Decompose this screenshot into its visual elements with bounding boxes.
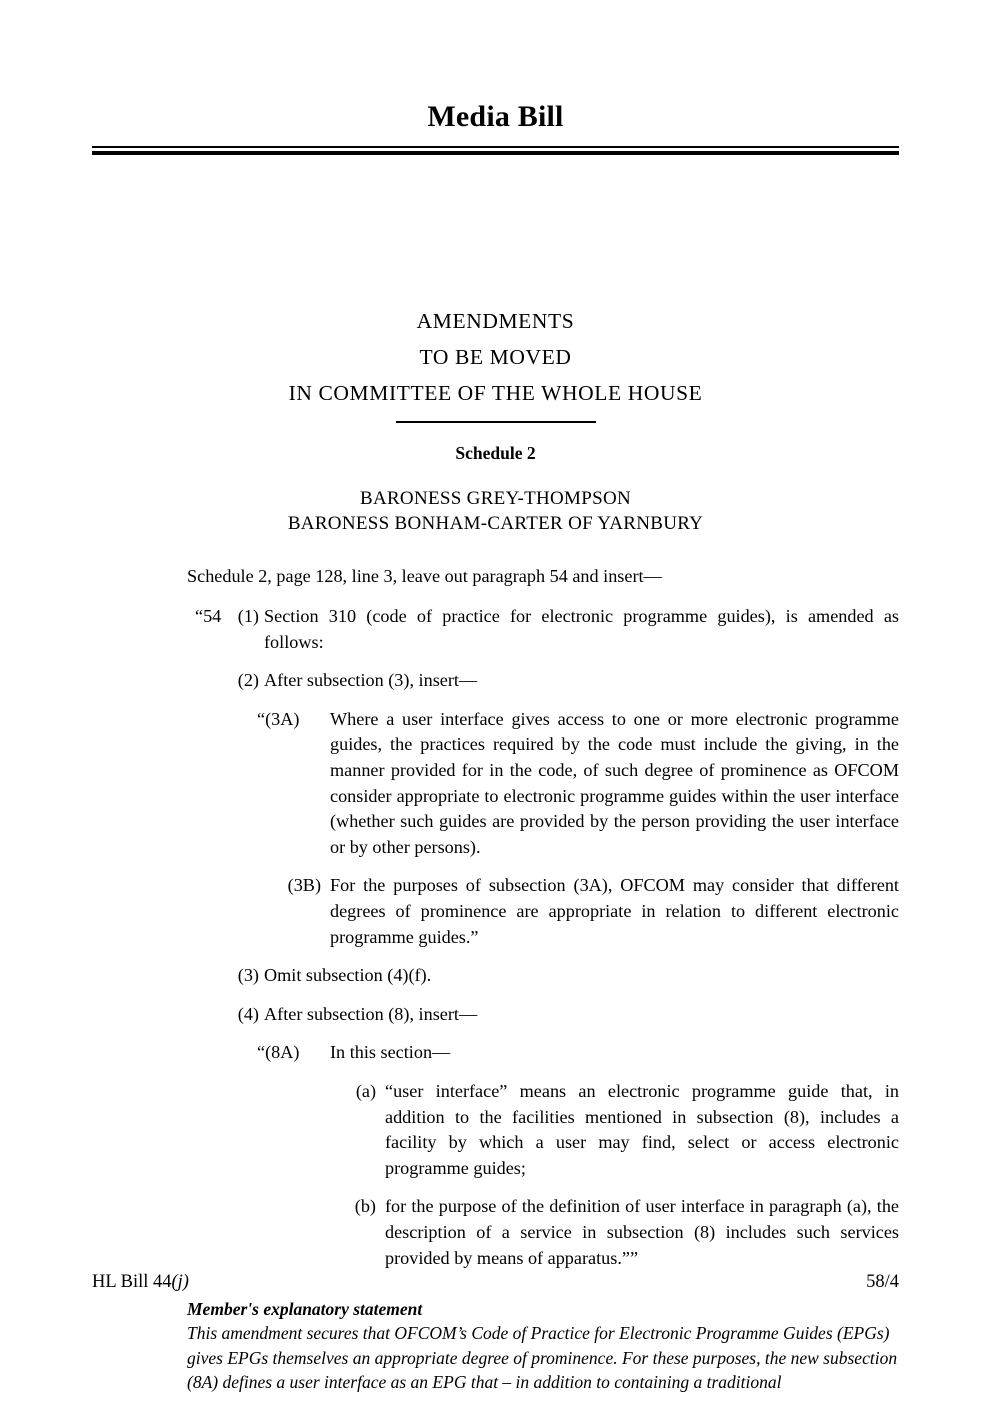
heading-to-be-moved: TO BE MOVED bbox=[419, 345, 572, 369]
text-sub-2: After subsection (3), insert— bbox=[264, 670, 478, 691]
marker-item-a: (a) bbox=[355, 1081, 376, 1101]
text-item-b: for the purpose of the definition of user interface in paragraph (a), the description of a service in subsection (8) includes such services provided by means of apparatus.”” bbox=[385, 1196, 899, 1268]
marker-sub-1: (1) bbox=[237, 606, 259, 627]
paragraph-8A-b bbox=[92, 1194, 899, 1271]
heading-amendments: AMENDMENTS bbox=[416, 309, 575, 333]
paragraph-54-4 bbox=[92, 1002, 899, 1028]
heading-in-committee: IN COMMITTEE OF THE WHOLE HOUSE bbox=[288, 381, 703, 405]
footer-bill-suffix: (j) bbox=[171, 1272, 189, 1292]
paragraph-8A-a bbox=[92, 1079, 899, 1181]
paragraph-3B bbox=[92, 873, 899, 950]
marker-sub-2: (2) bbox=[237, 670, 259, 691]
text-sub-8A: In this section— bbox=[330, 1042, 451, 1063]
text-sub-3: Omit subsection (4)(f). bbox=[264, 965, 432, 986]
explanatory-heading: Member's explanatory statement bbox=[187, 1299, 423, 1320]
marker-sub-4: (4) bbox=[237, 1003, 259, 1024]
paragraph-54-2 bbox=[92, 668, 899, 694]
schedule-title: Schedule 2 bbox=[455, 442, 536, 463]
marker-sub-3B: (3B) bbox=[287, 875, 321, 896]
sponsor-name-1: BARONESS GREY-THOMPSON bbox=[359, 487, 632, 509]
text-sub-1: Section 310 (code of practice for electronic programme guides), is amended as follows: bbox=[264, 606, 899, 652]
masthead bbox=[0, 0, 991, 155]
masthead-double-rule bbox=[92, 146, 899, 155]
text-sub-3A: Where a user interface gives access to one or more electronic programme guides, the practices required by the code must include the giving, in the manner provided for in the code, of such degree of prominence as OFCOM consider appropriate to electronic programme guides within the user interface (whether such guides are provided by the person providing the user interface or by other persons). bbox=[330, 708, 899, 857]
marker-sub-3: (3) bbox=[237, 965, 259, 986]
sponsor-block bbox=[0, 486, 991, 536]
footer-bill-reference bbox=[92, 1272, 189, 1293]
footer-bill-number: HL Bill 44 bbox=[92, 1272, 172, 1292]
explanatory-statement bbox=[92, 1297, 899, 1395]
text-sub-3B: For the purposes of subsection (3A), OFCOM may consider that different degrees of prominence are appropriate in relation to different electronic programme guides.” bbox=[330, 875, 899, 947]
heading-divider-rule bbox=[396, 421, 596, 423]
marker-54: “54 bbox=[195, 606, 222, 627]
text-item-a: “user interface” means an electronic programme guide that, in addition to the facilities mentioned in subsection (8), includes a facility by which a user may find, select or access electronic programme guides; bbox=[385, 1081, 899, 1178]
footer-page-number: 58/4 bbox=[866, 1272, 899, 1292]
marker-item-b: (b) bbox=[354, 1196, 376, 1217]
sponsor-name-2: BARONESS BONHAM-CARTER OF YARNBURY bbox=[287, 512, 704, 534]
paragraph-8A bbox=[92, 1040, 899, 1066]
amendment-lead-in: Schedule 2, page 128, line 3, leave out paragraph 54 and insert— bbox=[187, 565, 662, 586]
bill-title: Media Bill bbox=[427, 100, 564, 133]
paragraph-3A bbox=[92, 707, 899, 861]
paragraph-54-3 bbox=[92, 963, 899, 989]
marker-sub-8A: “(8A) bbox=[257, 1042, 300, 1063]
explanatory-body: This amendment secures that OFCOM’s Code of Practice for Electronic Programme Guides (EPGs) gives EPGs themselves an appropriate degree of prominence. For these purposes, the new subsection (8A) defines a user interface as an EPG that – in addition to containing a traditional bbox=[187, 1323, 898, 1393]
page-footer bbox=[92, 1272, 899, 1293]
amendment-body bbox=[0, 564, 991, 1395]
text-sub-4: After subsection (8), insert— bbox=[264, 1003, 478, 1024]
marker-sub-3A: “(3A) bbox=[257, 708, 300, 729]
paragraph-54-1 bbox=[92, 604, 899, 655]
heading-block bbox=[0, 303, 991, 423]
